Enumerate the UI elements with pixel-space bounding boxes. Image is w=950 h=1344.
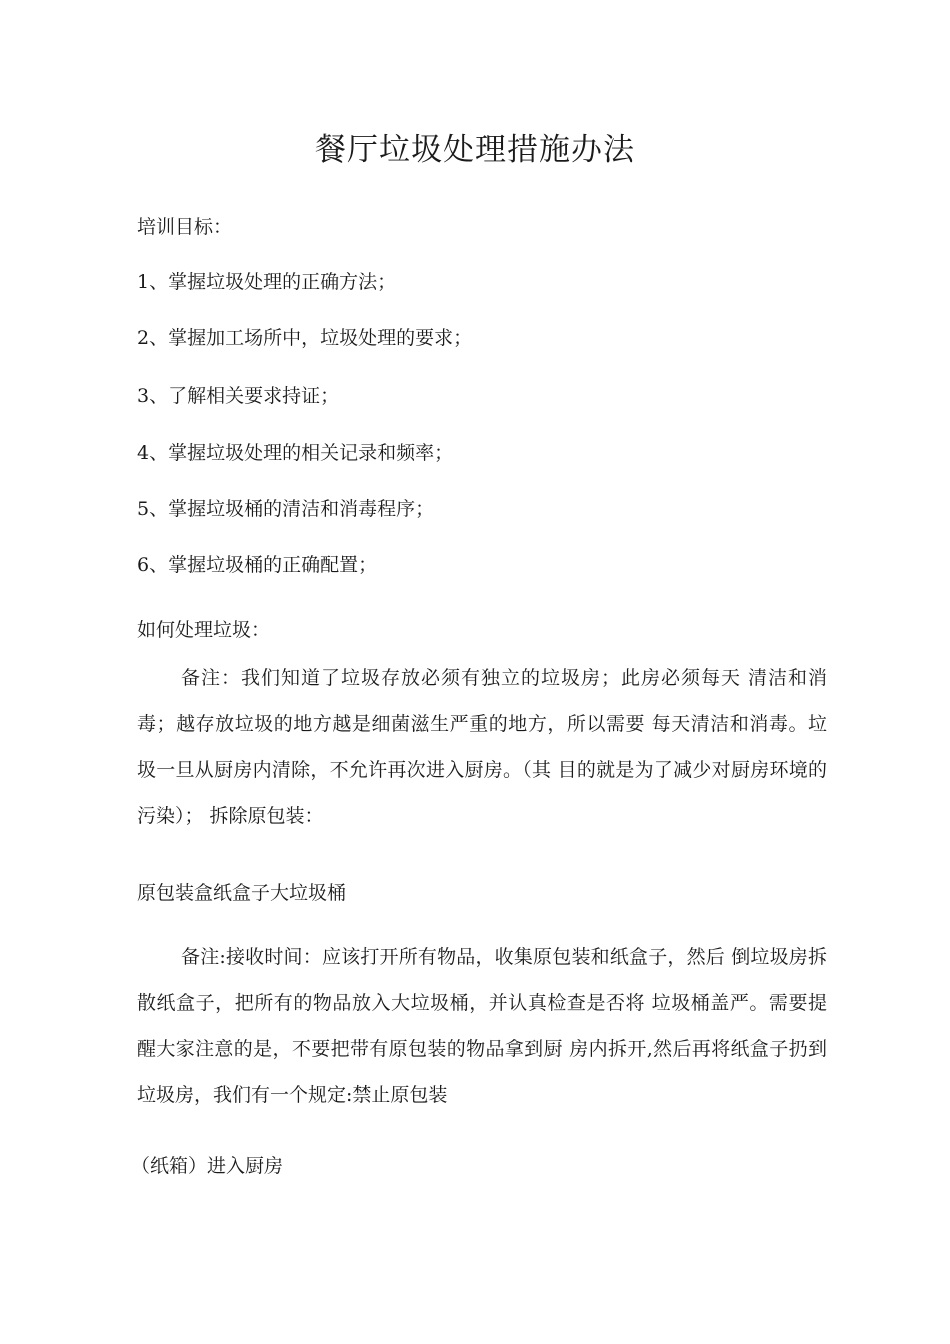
training-objectives-heading: 培训目标： bbox=[137, 216, 233, 238]
packaging-flow-line: 原包装盒纸盒子大垃圾桶 bbox=[137, 882, 347, 904]
objective-item-2: 2、掌握加工场所中，垃圾处理的要求； bbox=[137, 327, 473, 349]
objective-item-6: 6、掌握垃圾桶的正确配置； bbox=[137, 554, 378, 576]
note-paragraph-2: 备注:接收时间：应该打开所有物品，收集原包装和纸盒子，然后 倒垃圾房拆散纸盒子，把所有的物品放入大垃圾桶，并认真检查是否将 垃圾桶盖严。需要提醒大家注意的是，不要把带有原包装的物品拿到厨 房内拆开,然后再将纸盒子扔到垃圾房，我们有一个规定:禁止原包装 bbox=[137, 946, 827, 1106]
objective-item-4: 4、掌握垃圾处理的相关记录和频率； bbox=[137, 442, 454, 464]
closing-line: （纸箱）进入厨房 bbox=[131, 1155, 284, 1177]
objective-item-5: 5、掌握垃圾桶的清洁和消毒程序； bbox=[137, 498, 435, 520]
document-title: 餐厅垃圾处理措施办法 bbox=[315, 132, 635, 168]
objective-item-1: 1、掌握垃圾处理的正确方法； bbox=[137, 271, 397, 293]
objective-item-3: 3、了解相关要求持证； bbox=[137, 385, 340, 407]
how-to-handle-heading: 如何处理垃圾： bbox=[137, 619, 271, 641]
note-paragraph-1: 备注：我们知道了垃圾存放必须有独立的垃圾房；此房必须每天 清洁和消毒；越存放垃圾的地方越是细菌滋生严重的地方，所以需要 每天清洁和消毒。垃圾一旦从厨房内清除，不允许再次进入厨房。（其 目的就是为了减少对厨房环境的污染）； 拆除原包装： bbox=[137, 667, 827, 827]
